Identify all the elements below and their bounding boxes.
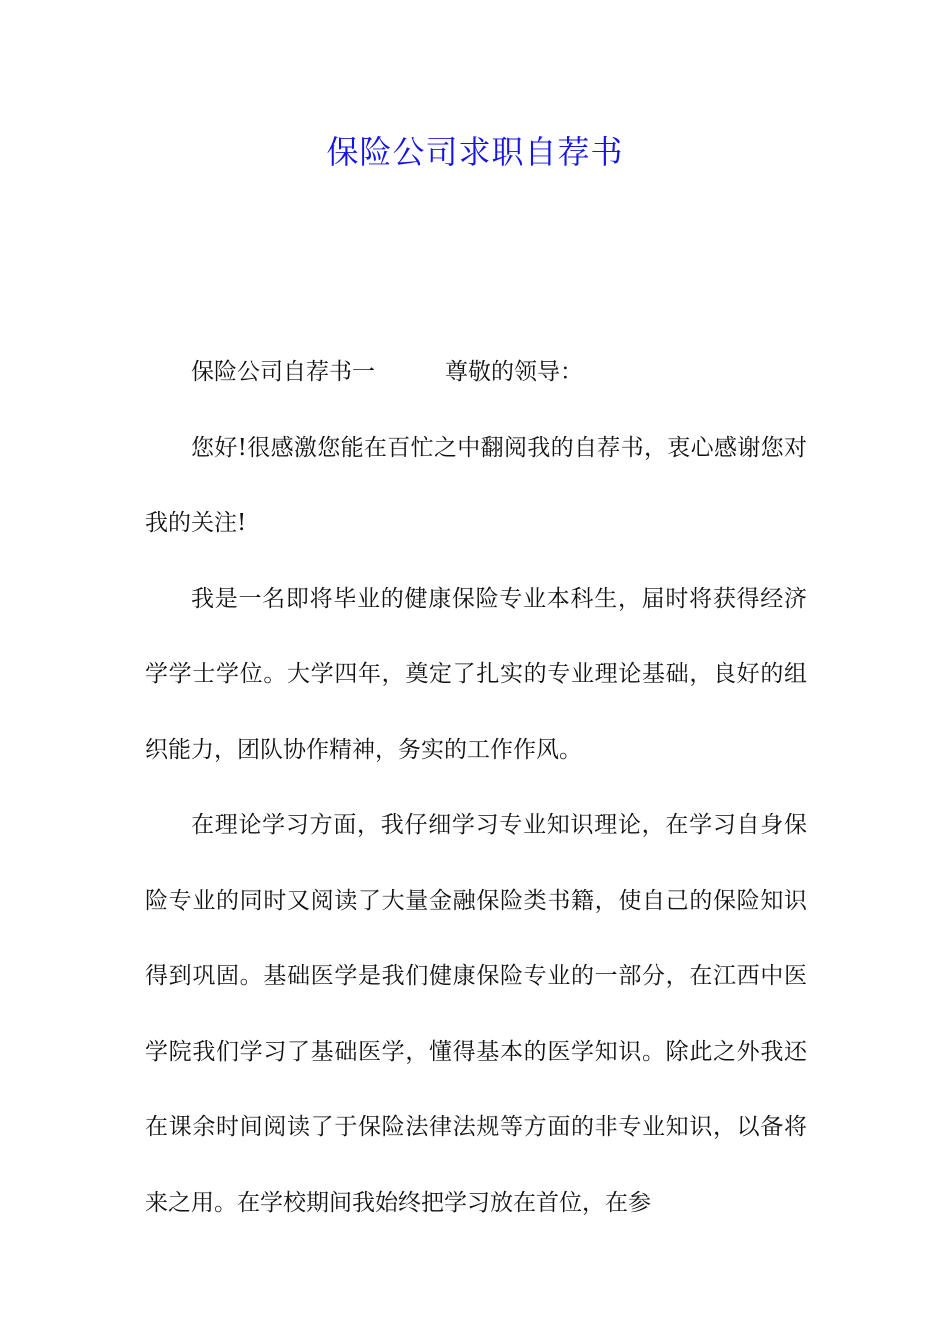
body-paragraph-3: 在理论学习方面，我仔细学习专业知识理论，在学习自身保险专业的同时又阅读了大量金融保险类书籍，使自己的保险知识得到巩固。基础医学是我们健康保险专业的一部分，在江西中医学院我们学习了基础医学，懂得基本的医学知识。除此之外我还在课余时间阅读了于保险法律法规等方面的非专业知识，以备将来之用。在学校期间我始终把学习放在首位，在参 — [145, 812, 807, 1216]
salutation: 尊敬的领导： — [445, 359, 583, 385]
letter-heading: 保险公司自荐书一 — [191, 359, 375, 385]
document-body — [145, 335, 807, 1241]
body-paragraph-1: 您好!很感激您能在百忙之中翻阅我的自荐书，衷心感谢您对我的关注! — [145, 434, 807, 536]
body-paragraph-2: 我是一名即将毕业的健康保险专业本科生，届时将获得经济学学士学位。大学四年，奠定了扎实的专业理论基础，良好的组织能力，团队协作精神，务实的工作作风。 — [145, 585, 807, 763]
document-title: 保险公司求职自荐书 — [326, 133, 624, 171]
greeting-paragraph — [145, 335, 807, 411]
